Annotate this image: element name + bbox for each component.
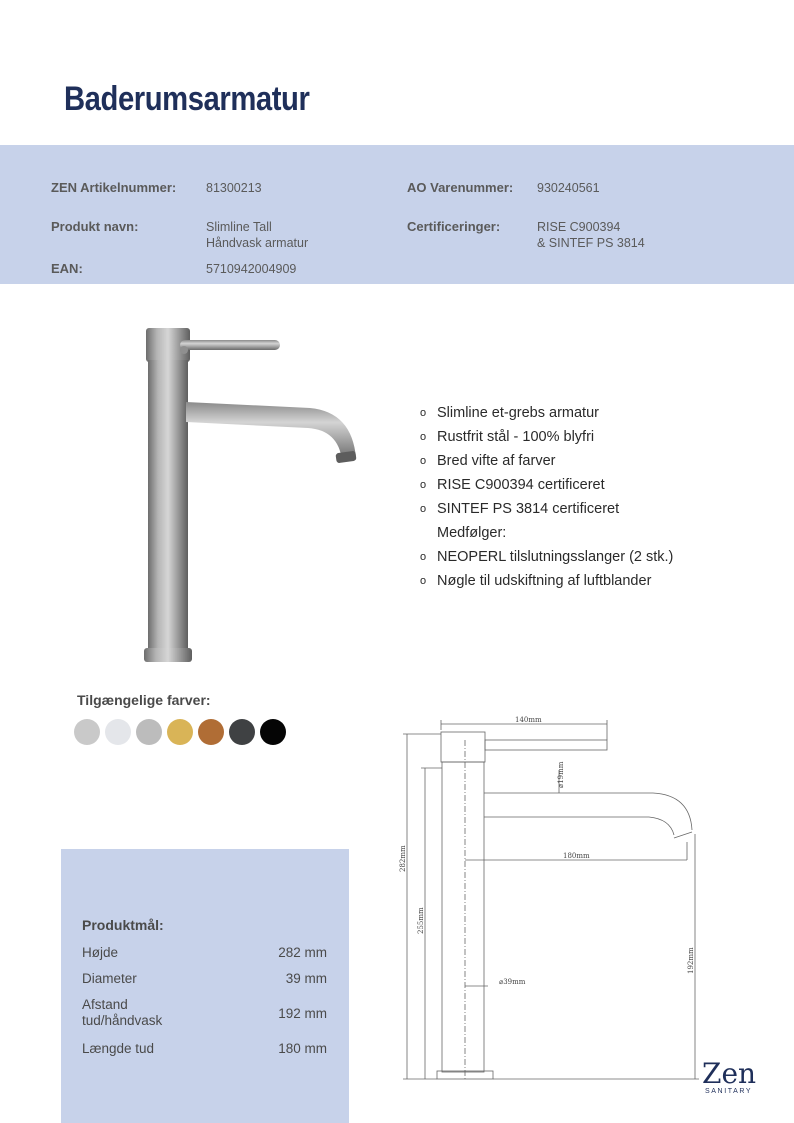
certifications-line1: RISE C900394 [537,220,621,234]
product-name-line1: Slimline Tall [206,220,272,234]
bullet-icon: o [420,575,427,587]
dimension-value: 192 mm [278,1006,327,1021]
color-swatch-gold[interactable] [167,719,193,745]
certifications-label: Certificeringer: [407,219,501,234]
feature-item: o Bred vifte af farver [420,453,556,469]
zen-article-value: 81300213 [206,181,262,195]
dim-282-label: 282mm [399,845,407,872]
feature-list [418,403,673,595]
bullet-icon: o [420,551,427,563]
bullet-icon: o [420,455,427,467]
dim-140-label: 140mm [515,716,542,724]
certifications-line2: & SINTEF PS 3814 [537,236,645,250]
feature-item: o RISE C900394 certificeret [420,477,605,493]
brand-name: Zen [702,1057,757,1090]
dim-255-label: 255mm [417,907,425,934]
faucet-product-photo [120,320,370,670]
bullet-icon: o [420,431,427,443]
color-swatch-silver[interactable] [136,719,162,745]
feature-item: o SINTEF PS 3814 certificeret [420,501,620,517]
dimension-label: Længde tud [82,1041,155,1056]
feature-item: o NEOPERL tilslutningsslanger (2 stk.) [420,549,674,565]
dimension-row [82,997,327,1031]
dim-39-label: ⌀39mm [499,978,526,986]
color-swatch-white[interactable] [105,719,131,745]
dim-19-label: ⌀19mm [557,761,565,788]
dimension-label: Højde [82,945,119,960]
included-heading: Medfølger: [437,525,507,541]
dim-192-label: 192mm [687,947,695,974]
dim-180-label: 180mm [563,852,590,860]
color-swatch-black[interactable] [260,719,286,745]
bullet-icon: o [420,407,427,419]
available-colors-title: Tilgængelige farver: [77,692,211,708]
color-swatch-brushed-steel[interactable] [74,719,100,745]
ao-number-value: 930240561 [537,181,600,195]
color-swatch-copper[interactable] [198,719,224,745]
ao-number-label: AO Varenummer: [407,180,514,195]
dimension-value: 39 mm [285,971,327,986]
product-name-label: Produkt navn: [51,219,139,234]
dimension-label: Afstand tud/håndvask [82,997,163,1028]
dimension-value: 282 mm [278,945,327,960]
ean-value: 5710942004909 [206,262,297,276]
dimensions-box [61,849,349,1123]
ean-label: EAN: [51,261,83,276]
bullet-icon: o [420,479,427,491]
color-swatch-gunmetal[interactable] [229,719,255,745]
dimensions-title: Produktmål: [82,917,164,933]
page-title: Baderumsarmatur [64,80,310,118]
product-name-line2: Håndvask armatur [206,236,309,250]
product-info-band [0,145,794,284]
feature-item: o Nøgle til udskiftning af luftblander [420,573,652,589]
brand-tagline: SANITARY [705,1088,753,1095]
zen-article-label: ZEN Artikelnummer: [51,180,177,195]
bullet-icon: o [420,503,427,515]
dimension-label: Diameter [82,971,137,986]
technical-drawing [395,710,705,1090]
dimension-value: 180 mm [278,1041,327,1056]
feature-item: o Slimline et-grebs armatur [420,405,599,421]
feature-item: o Rustfrit stål - 100% blyfri [420,429,595,445]
zen-sanitary-logo [702,1058,762,1098]
